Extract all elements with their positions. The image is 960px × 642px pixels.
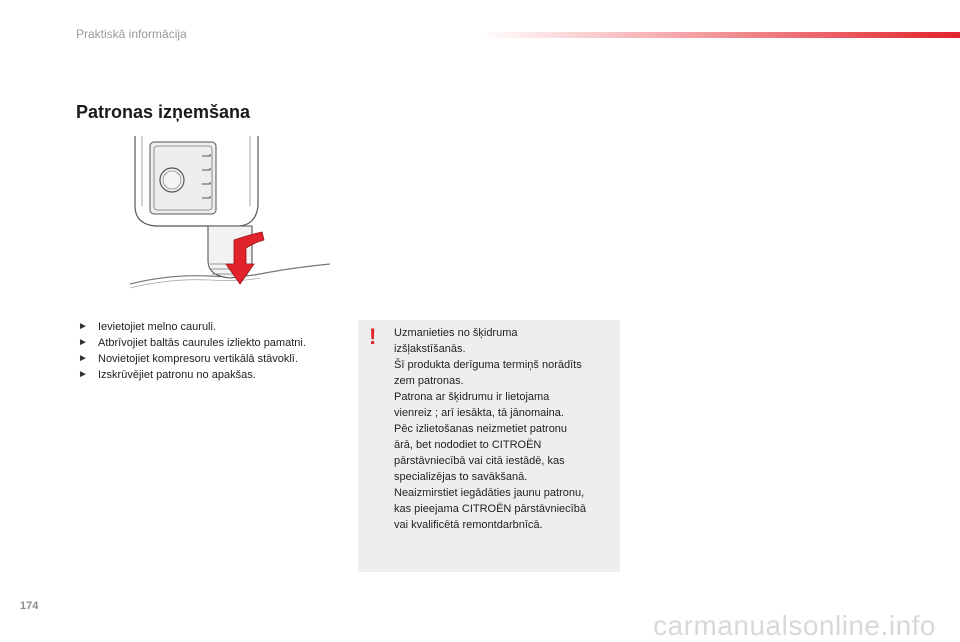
list-item: ► Ievietojiet melno cauruli. [76,319,346,335]
watermark: carmanualsonline.info [653,610,936,641]
section-header-title: Praktiskā informācija [76,27,187,41]
warning-line: ārā, bet nododiet to CITROËN [394,439,542,451]
list-item: ► Atbrīvojiet baltās caurules izliekto pamatni. [76,335,346,351]
arrow-bullet-icon: ► [78,337,88,348]
warning-line: Patrona ar šķidrumu ir lietojama [394,391,550,403]
warning-line: kas pieejama CITROËN pārstāvniecībā [394,503,586,515]
warning-text [394,325,616,533]
instruction-steps [76,319,346,383]
cartridge-removal-illustration [130,136,330,296]
list-item: ► Izskrūvējiet patronu no apakšas. [76,367,346,383]
page-number: 174 [20,600,39,612]
page-title: Patronas izņemšana [76,102,251,122]
list-item: ► Novietojiet kompresoru vertikālā stāvoklī. [76,351,346,367]
warning-line: vienreiz ; arī iesākta, tā jānomaina. [394,407,564,419]
warning-line: Uzmanieties no šķidruma [394,327,518,339]
header-accent-bar [480,32,960,38]
warning-line: Pēc izlietošanas neizmetiet patronu [394,423,568,435]
warning-line: vai kvalificētā remontdarbnīcā. [394,519,543,531]
exclamation-icon: ! [369,324,377,349]
arrow-bullet-icon: ► [78,353,88,364]
dial-icon [160,168,184,192]
arrow-bullet-icon: ► [78,369,88,380]
warning-line: specializējas to savākšanā. [394,471,528,483]
warning-line: izšļakstīšanās. [394,343,466,355]
warning-line: zem patronas. [394,375,464,387]
warning-line: pārstāvniecībā vai citā iestādē, kas [394,455,565,467]
arrow-bullet-icon: ► [78,321,88,332]
warning-line: Šī produkta derīguma termiņš norādīts [394,359,582,371]
warning-line: Neaizmirstiet iegādāties jaunu patronu, [394,487,585,499]
